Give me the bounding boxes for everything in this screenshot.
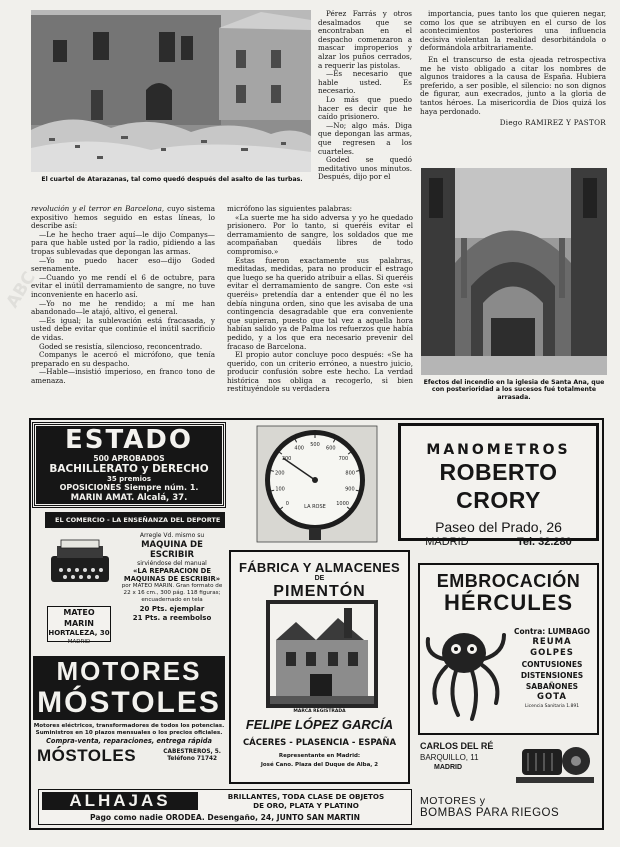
octopus-illustration-icon	[424, 623, 510, 731]
paragraph	[31, 205, 215, 231]
seller-city: MADRID	[67, 639, 91, 645]
ad-maquina-seller	[47, 606, 111, 645]
ad-motores-addr: CABESTREROS, 5.	[163, 749, 221, 755]
ad-motores-phone: Teléfono 71742	[167, 756, 218, 762]
ad-motores-text: Motores eléctricos, transformadores de todos los potencias. Suministros en 10 plazos mensuales o los precios oficiales.	[33, 723, 225, 736]
ad-pimenton-title3: PIMENTÓN	[273, 583, 366, 600]
ad-maquina-escribir	[45, 530, 225, 652]
ad-manometros-footer	[401, 536, 596, 548]
article-column-1	[31, 205, 215, 385]
gauge-tick-label: 800	[345, 470, 355, 477]
ad-maquina-price2: 21 Pts. a reembolso	[132, 614, 212, 622]
ad-embrocacion-list	[508, 627, 596, 711]
ad-alhajas-title: ALHAJAS	[42, 792, 198, 810]
gauge-tick-label: 600	[326, 445, 336, 452]
paragraph: El propio autor concluye poco después: «Se ha querido, con un criterio erróneo, a nuestro juicio, producir confusión sobre este hecho. La verdad histórica nos obliga a recogerlo, si bien restituyéndole su verdadera	[227, 350, 413, 394]
paragraph: —Es igual; la sublevación está fracasada, y usted debe evitar que continúe el inútil sacrificio de vidas.	[31, 315, 215, 342]
gauge-tick-label: 900	[345, 486, 355, 493]
paragraph: —Cuando yo me rendí el 6 de octubre, para evitar el inútil derramamiento de sangre, no tuve inconveniente en hacerlo así.	[31, 272, 215, 299]
ad-embrocacion-item: CONTUSIONES	[521, 660, 583, 669]
ad-maquina-line2: MAQUINA DE ESCRIBIR	[141, 539, 203, 560]
article-column-2	[227, 205, 413, 394]
ad-pimenton-rep-addr: José Cano. Plaza del Duque de Alba, 2	[260, 762, 379, 768]
ad-maquina-line3: sirviéndose del manual	[137, 559, 207, 567]
paragraph: —Yo no puedo hacer eso—dijo Goded serenamente.	[31, 255, 215, 274]
ad-embrocacion-license: Licencia Sanitaria 1.891	[524, 704, 580, 709]
ad-pimenton-title1: FÁBRICA Y ALMACENES	[239, 560, 400, 575]
ad-embrocacion-contra	[508, 627, 596, 637]
book-title: revolución y el terror en Barcelona	[31, 204, 162, 213]
photo-caption-atarazanas: El cuartel de Atarazanas, tal como quedó después del asalto de las turbas.	[41, 176, 303, 183]
ad-embrocacion-title2: HÉRCULES	[443, 590, 573, 615]
motor-pump-illustration-icon	[516, 739, 594, 785]
paragraph: En el transcurso de esta ojeada retrospectiva me he visto obligado a citar los nombres de algunos traidores a la causa de España. Hubiera preferido, a ser posible, el silencio: no son dignos de figurar, aun execrados, junto a la gloria de tantos héroes. La misericordia de Dios quizá los haya perdonado.	[420, 54, 606, 116]
ad-estado-line2: BACHILLERATO y DERECHO	[49, 463, 209, 475]
ad-carlos-addr: BARQUILLO, 11	[420, 753, 479, 762]
paragraph: —Hable—insistió imperioso, en franco tono de amenaza.	[31, 367, 215, 385]
paragraph: Lo más que puedo hacer es decir que he caído prisionero.	[318, 94, 412, 122]
ad-embrocacion-item: SABAÑONES	[525, 682, 579, 691]
ad-alhajas-text2: DE ORO, PLATA Y PLATINO	[253, 801, 359, 810]
ad-pimenton-trademark: MARCA REGISTRADA	[293, 709, 346, 714]
ad-estado-line1: 500 APROBADOS	[93, 454, 165, 463]
ad-pimenton-owner: FELIPE LÓPEZ GARCÍA	[245, 717, 394, 732]
gauge-tick-label: 1000	[336, 501, 349, 508]
factory-illustration-icon	[266, 600, 378, 708]
ad-alhajas-text1: BRILLANTES, TODA CLASE DE OBJETOS	[227, 792, 385, 801]
ad-manometros-address: Paseo del Prado, 26	[435, 519, 562, 535]
ad-maquina-line1: Arregle Vd. mismo su	[139, 532, 205, 539]
ad-embrocacion-title1: EMBROCACIÓN	[436, 571, 581, 591]
gauge-tick-label: 500	[310, 442, 320, 448]
ad-carlos-city: MADRID	[434, 764, 462, 771]
ad-comercio-header: EL COMERCIO - LA ENSEÑANZA DEL DEPORTE	[45, 512, 225, 528]
ad-embrocacion-item: LUMBAGO	[547, 627, 591, 636]
paragraph: «La suerte me ha sido adversa y yo he quedado prisionero. Por lo tanto, si queréis evitar el derramamiento de sangre, los soldados que me acompañaban quedáis libres de todo compromiso.»	[227, 212, 413, 256]
ad-embrocacion-item: DISTENSIONES	[520, 671, 584, 680]
paragraph: Pérez Farrás y otros desalmados que se encontraban en el despacho comenzaron a mascar improperios y alzar los puños cerrados, a requerir las pistolas.	[318, 9, 412, 70]
gauge-tick	[356, 471, 359, 472]
ad-embrocacion-item: GOLPES	[530, 648, 574, 658]
gauge-tick-label: 100	[275, 486, 285, 493]
ad-motores-brand: MÓSTOLES	[37, 746, 137, 765]
photo-santa-ana-church	[421, 168, 607, 375]
ad-estado-line5: MARIN AMAT. Alcalá, 37.	[70, 493, 188, 503]
ad-maquina-text	[119, 532, 225, 623]
ad-manometros-phone: Tel. 32.280	[516, 536, 572, 548]
paragraph: —Es necesario que hable usted. Es necesario.	[318, 69, 412, 96]
paragraph: Goded se quedó meditativo unos minutos. Después, dijo por el	[318, 155, 412, 182]
paragraph: micrófono las siguientes palabras:	[227, 204, 353, 213]
paragraph: —Le he hecho traer aquí—le dijo Companys—para que hable usted por la radio, pidiendo a las tropas sublevadas que depongan las armas.	[31, 229, 215, 256]
gauge-tick-label: 300	[281, 455, 292, 462]
ad-maquina-line5: por MATEO MARIN. Gran formato de 22 x 16 cm., 300 pág. 118 figuras; encuadernado en tela	[121, 583, 223, 603]
paragraph-text: , cuyo sistema expositivo hemos seguido en estas líneas, lo describe así:	[31, 204, 215, 231]
article-column-top-middle	[318, 10, 412, 182]
ad-estado	[33, 423, 225, 507]
ad-motores-mostoles	[33, 656, 225, 786]
article-signature: Diego RAMIREZ Y PASTOR	[499, 118, 606, 128]
ad-pimenton	[229, 550, 410, 784]
ad-embrocacion-item: GOTA	[537, 692, 567, 702]
ad-embrocacion-prefix: Contra:	[513, 627, 546, 636]
gauge-tick-label: 400	[294, 445, 304, 452]
ad-embrocacion-hercules	[418, 563, 599, 735]
ad-pimenton-title2: DE	[314, 575, 325, 582]
ad-maquina-line4: «LA REPARACION DE MAQUINAS DE ESCRIBIR»	[123, 567, 221, 583]
ad-manometros-brand: ROBERTO CRORY	[439, 459, 558, 513]
ad-embrocacion-item: REUMA	[532, 637, 572, 647]
photo-caption-santa-ana: Efectos del incendio en la iglesia de Santa Ana, que con posterioridad a los sucesos fué totalmente arrasada.	[423, 379, 605, 401]
ad-maquina-price1: 20 Pts. ejemplar	[139, 605, 205, 613]
ad-estado-line3: 35 premios	[106, 475, 152, 483]
ad-pimenton-rep: Representante en Madrid:	[278, 753, 361, 759]
seller-address: HORTALEZA, 30	[48, 629, 110, 637]
photo-atarazanas-barracks	[31, 10, 311, 172]
ad-carlos-line1: MOTORES y	[420, 795, 486, 807]
gauge-tick-label: 200	[275, 470, 285, 477]
ad-alhajas	[38, 789, 412, 825]
ad-pimenton-place: CÁCERES - PLASENCIA - ESPAÑA	[242, 738, 397, 748]
ad-estado-line4: OPOSICIONES Siempre núm. 1.	[59, 483, 199, 492]
paragraph: —Yo no me he rendido; a mí me han abandonado—le atajó, altivo, el general.	[31, 298, 215, 317]
gauge-tick-label: 700	[338, 455, 349, 462]
gauge-tick	[356, 490, 359, 491]
seller-name: MATEO MARIN	[63, 608, 95, 628]
paragraph: Companys le acercó el micrófono, que tenía preparado en su despacho.	[31, 350, 215, 368]
ad-motores-title1: MOTORES	[33, 656, 225, 686]
ad-manometros-title: MANOMETROS	[426, 442, 571, 458]
ad-carlos-del-re	[418, 739, 599, 821]
ad-carlos-line2: BOMBAS PARA RIEGOS	[420, 807, 560, 819]
ad-carlos-name: CARLOS DEL RÉ	[420, 741, 494, 751]
ad-motores-contact	[163, 749, 221, 763]
ad-motores-footer	[33, 746, 225, 766]
gauge-tick	[271, 490, 274, 491]
watermark: ABC	[2, 268, 41, 312]
ad-estado-title: ESTADO	[64, 425, 193, 455]
paragraph: Goded se resistía, silencioso, reconcentrado.	[39, 341, 203, 351]
typewriter-icon	[47, 538, 113, 590]
gauge-tick-label: 0	[285, 501, 289, 508]
ad-alhajas-tagline: Pago como nadie ORODEA. Desengaño, 24, JUNTO SAN MARTIN	[89, 813, 361, 822]
gauge-brand: LA ROSE	[304, 504, 326, 510]
ad-manometros	[398, 423, 599, 548]
paragraph: importancia, pues tanto los que quieren negar, como los que se atribuyen en el curso de los acontecimientos posteriores una influencia decisiva violentan la realidad desorbitándola o deformándola arbitrariamente.	[420, 9, 606, 53]
paragraph: —No; algo más. Diga que depongan las armas, que regresen a los cuarteles.	[318, 120, 412, 156]
gauge-tick	[271, 471, 274, 472]
ad-motores-title2: MÓSTOLES	[33, 686, 225, 720]
ad-gauge-illustration	[227, 420, 395, 548]
ad-motores-tagline: Compra-venta, reparaciones, entrega rápida	[46, 737, 212, 745]
article-column-top-right	[420, 10, 606, 128]
ad-manometros-city: MADRID	[425, 536, 469, 548]
paragraph: Estas fueron exactamente sus palabras, meditadas, medidas, para no producir el estrago que luego se ha querido atribuir a ellas. Si queréis evitar el derramamiento de sangre. Con este «si queréis» pretendía dar a entender que él no les debía ninguna orden, sino que les avisaba de una contingencia desagradable que era conveniente que supieran, puesto que tal vez a aquella hora habían salido ya de Palma los refuerzos que había pedido, y a los que era necesario prevenir del fracaso de Barcelona.	[227, 255, 413, 351]
